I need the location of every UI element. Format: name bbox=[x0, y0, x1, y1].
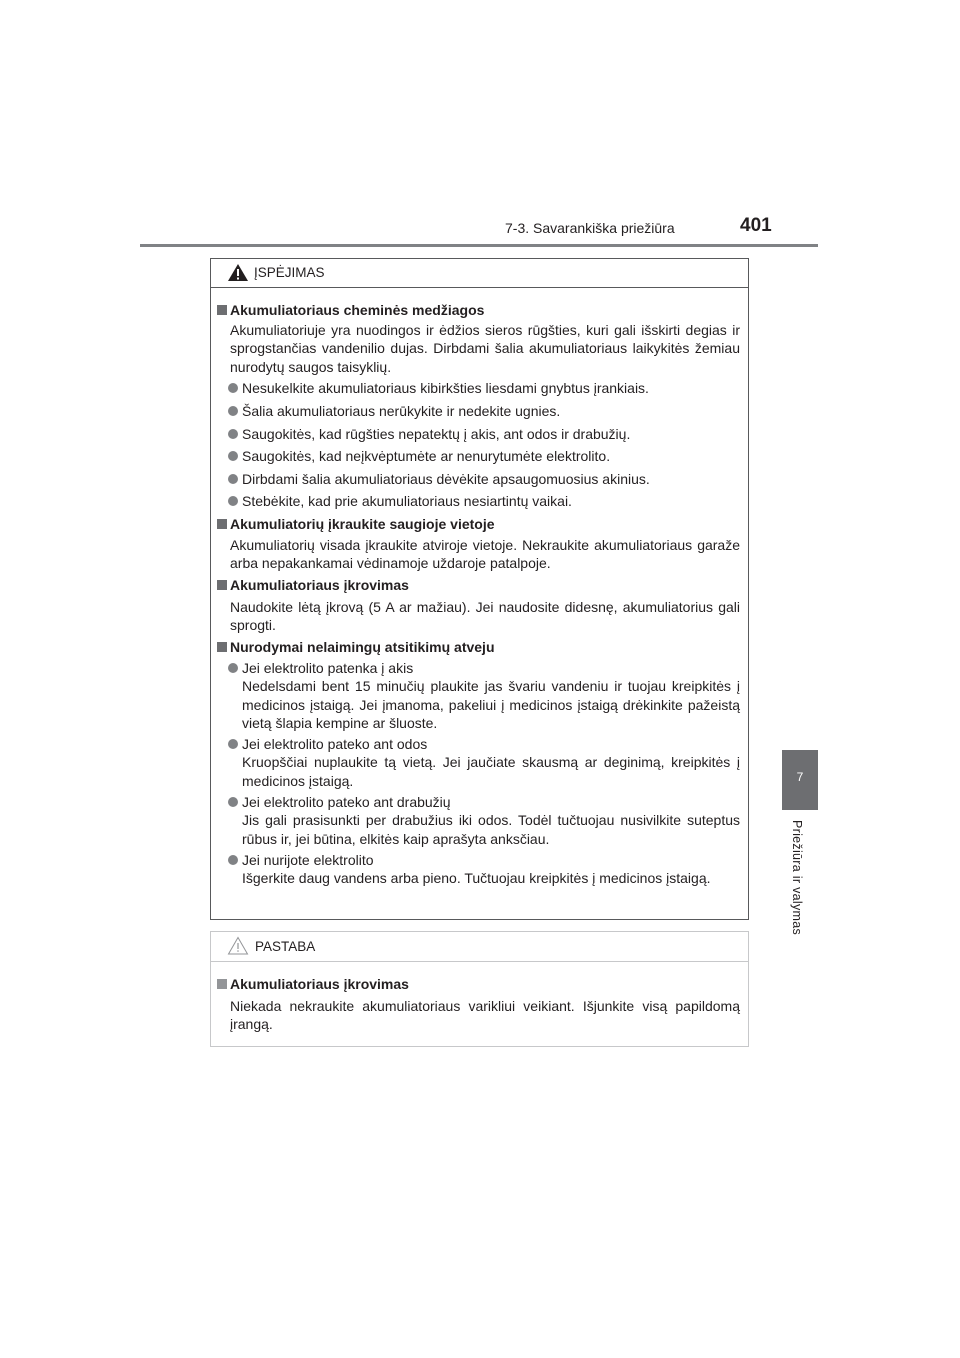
warning-title: ĮSPĖJIMAS bbox=[254, 265, 325, 280]
caution-outline-icon bbox=[227, 936, 249, 955]
notice-text: Niekada nekraukite akumuliatoriaus varikliui veikiant. Išjunkite visą papildomą įrangą. bbox=[230, 998, 740, 1033]
chapter-tab bbox=[782, 750, 818, 810]
section-heading: Akumuliatoriaus cheminės medžiagos bbox=[217, 301, 740, 319]
bullet-item: Saugokitės, kad rūgšties nepatektų į akis, ant odos ir drabužių. bbox=[228, 425, 740, 443]
case-item bbox=[228, 851, 740, 888]
notice-title: PASTABA bbox=[255, 939, 316, 954]
case-item bbox=[228, 793, 740, 848]
notice-box bbox=[210, 931, 749, 1047]
section-heading: Akumuliatorių įkraukite saugioje vietoje bbox=[217, 515, 740, 533]
section-text: Akumuliatoriuje yra nuodingos ir ėdžios sieros rūgšties, kuri gali išskirti degias ir sprogstančias vandenilio dujas. Dirbdami šalia akumuliatoriaus laikykitės žemiau nurodytų saugos taisyklių. bbox=[230, 322, 740, 375]
page-number: 401 bbox=[740, 215, 772, 236]
section-title: 7-3. Savarankiška priežiūra bbox=[505, 220, 675, 236]
section-text: Naudokite lėtą įkrovą (5 A ar mažiau). Jei naudosite didesnę, akumuliatorius gali sprogti. bbox=[230, 599, 740, 634]
notice-heading: Akumuliatoriaus įkrovimas bbox=[217, 975, 740, 993]
chapter-label: Priežiūra ir valymas bbox=[790, 820, 804, 936]
case-item bbox=[228, 659, 740, 732]
bullet-item: Dirbdami šalia akumuliatoriaus dėvėkite apsaugomuosius akinius. bbox=[228, 470, 740, 488]
bullet-item: Saugokitės, kad neįkvėptumėte ar nenurytumėte elektrolito. bbox=[228, 447, 740, 465]
case-title: Jei elektrolito pateko ant drabužių bbox=[242, 794, 451, 810]
case-title: Jei elektrolito patenka į akis bbox=[242, 660, 414, 676]
warning-header bbox=[211, 259, 748, 288]
case-title: Jei elektrolito pateko ant odos bbox=[242, 736, 428, 752]
case-text: Kruopščiai nuplaukite tą vietą. Jei jaučiate skausmą ar deginimą, kreipkitės į medicinos įstaigą. bbox=[242, 754, 740, 789]
case-text: Jis gali prasisunkti per drabužius iki odos. Todėl tučtuojau nusivilkite suteptus rūbus ir, jei būtina, elkitės kaip aprašyta anksčiau. bbox=[242, 812, 740, 847]
case-item bbox=[228, 735, 740, 790]
header-divider bbox=[140, 244, 818, 247]
bullet-item: Nesukelkite akumuliatoriaus kibirkšties liesdami gnybtus įrankiais. bbox=[228, 379, 740, 397]
section-heading: Nurodymai nelaimingų atsitikimų atveju bbox=[217, 638, 740, 656]
bullet-item: Šalia akumuliatoriaus nerūkykite ir nedekite ugnies. bbox=[228, 402, 740, 420]
warning-icon bbox=[227, 263, 249, 282]
case-text: Išgerkite daug vandens arba pieno. Tučtuojau kreipkitės į medicinos įstaigą. bbox=[242, 870, 711, 887]
bullet-item: Stebėkite, kad prie akumuliatoriaus nesiartintų vaikai. bbox=[228, 492, 740, 510]
section-heading: Akumuliatoriaus įkrovimas bbox=[217, 576, 740, 594]
case-text: Nedelsdami bent 15 minučių plaukite jas švariu vandeniu ir tuojau kreipkitės į medicinos įstaigą. Jei įmanoma, pakeliui į medicinos įstaigą drėkinkite pažeistą vietą šlapia kempine ar šluoste. bbox=[242, 678, 740, 731]
chapter-number: 7 bbox=[796, 770, 804, 784]
warning-box bbox=[210, 258, 749, 920]
case-title: Jei nurijote elektrolito bbox=[242, 852, 374, 868]
section-text: Akumuliatorių visada įkraukite atviroje vietoje. Nekraukite akumuliatoriaus garaže arba nepakankamai vėdinamoje uždaroje patalpoje. bbox=[230, 537, 740, 572]
notice-header bbox=[211, 932, 748, 962]
